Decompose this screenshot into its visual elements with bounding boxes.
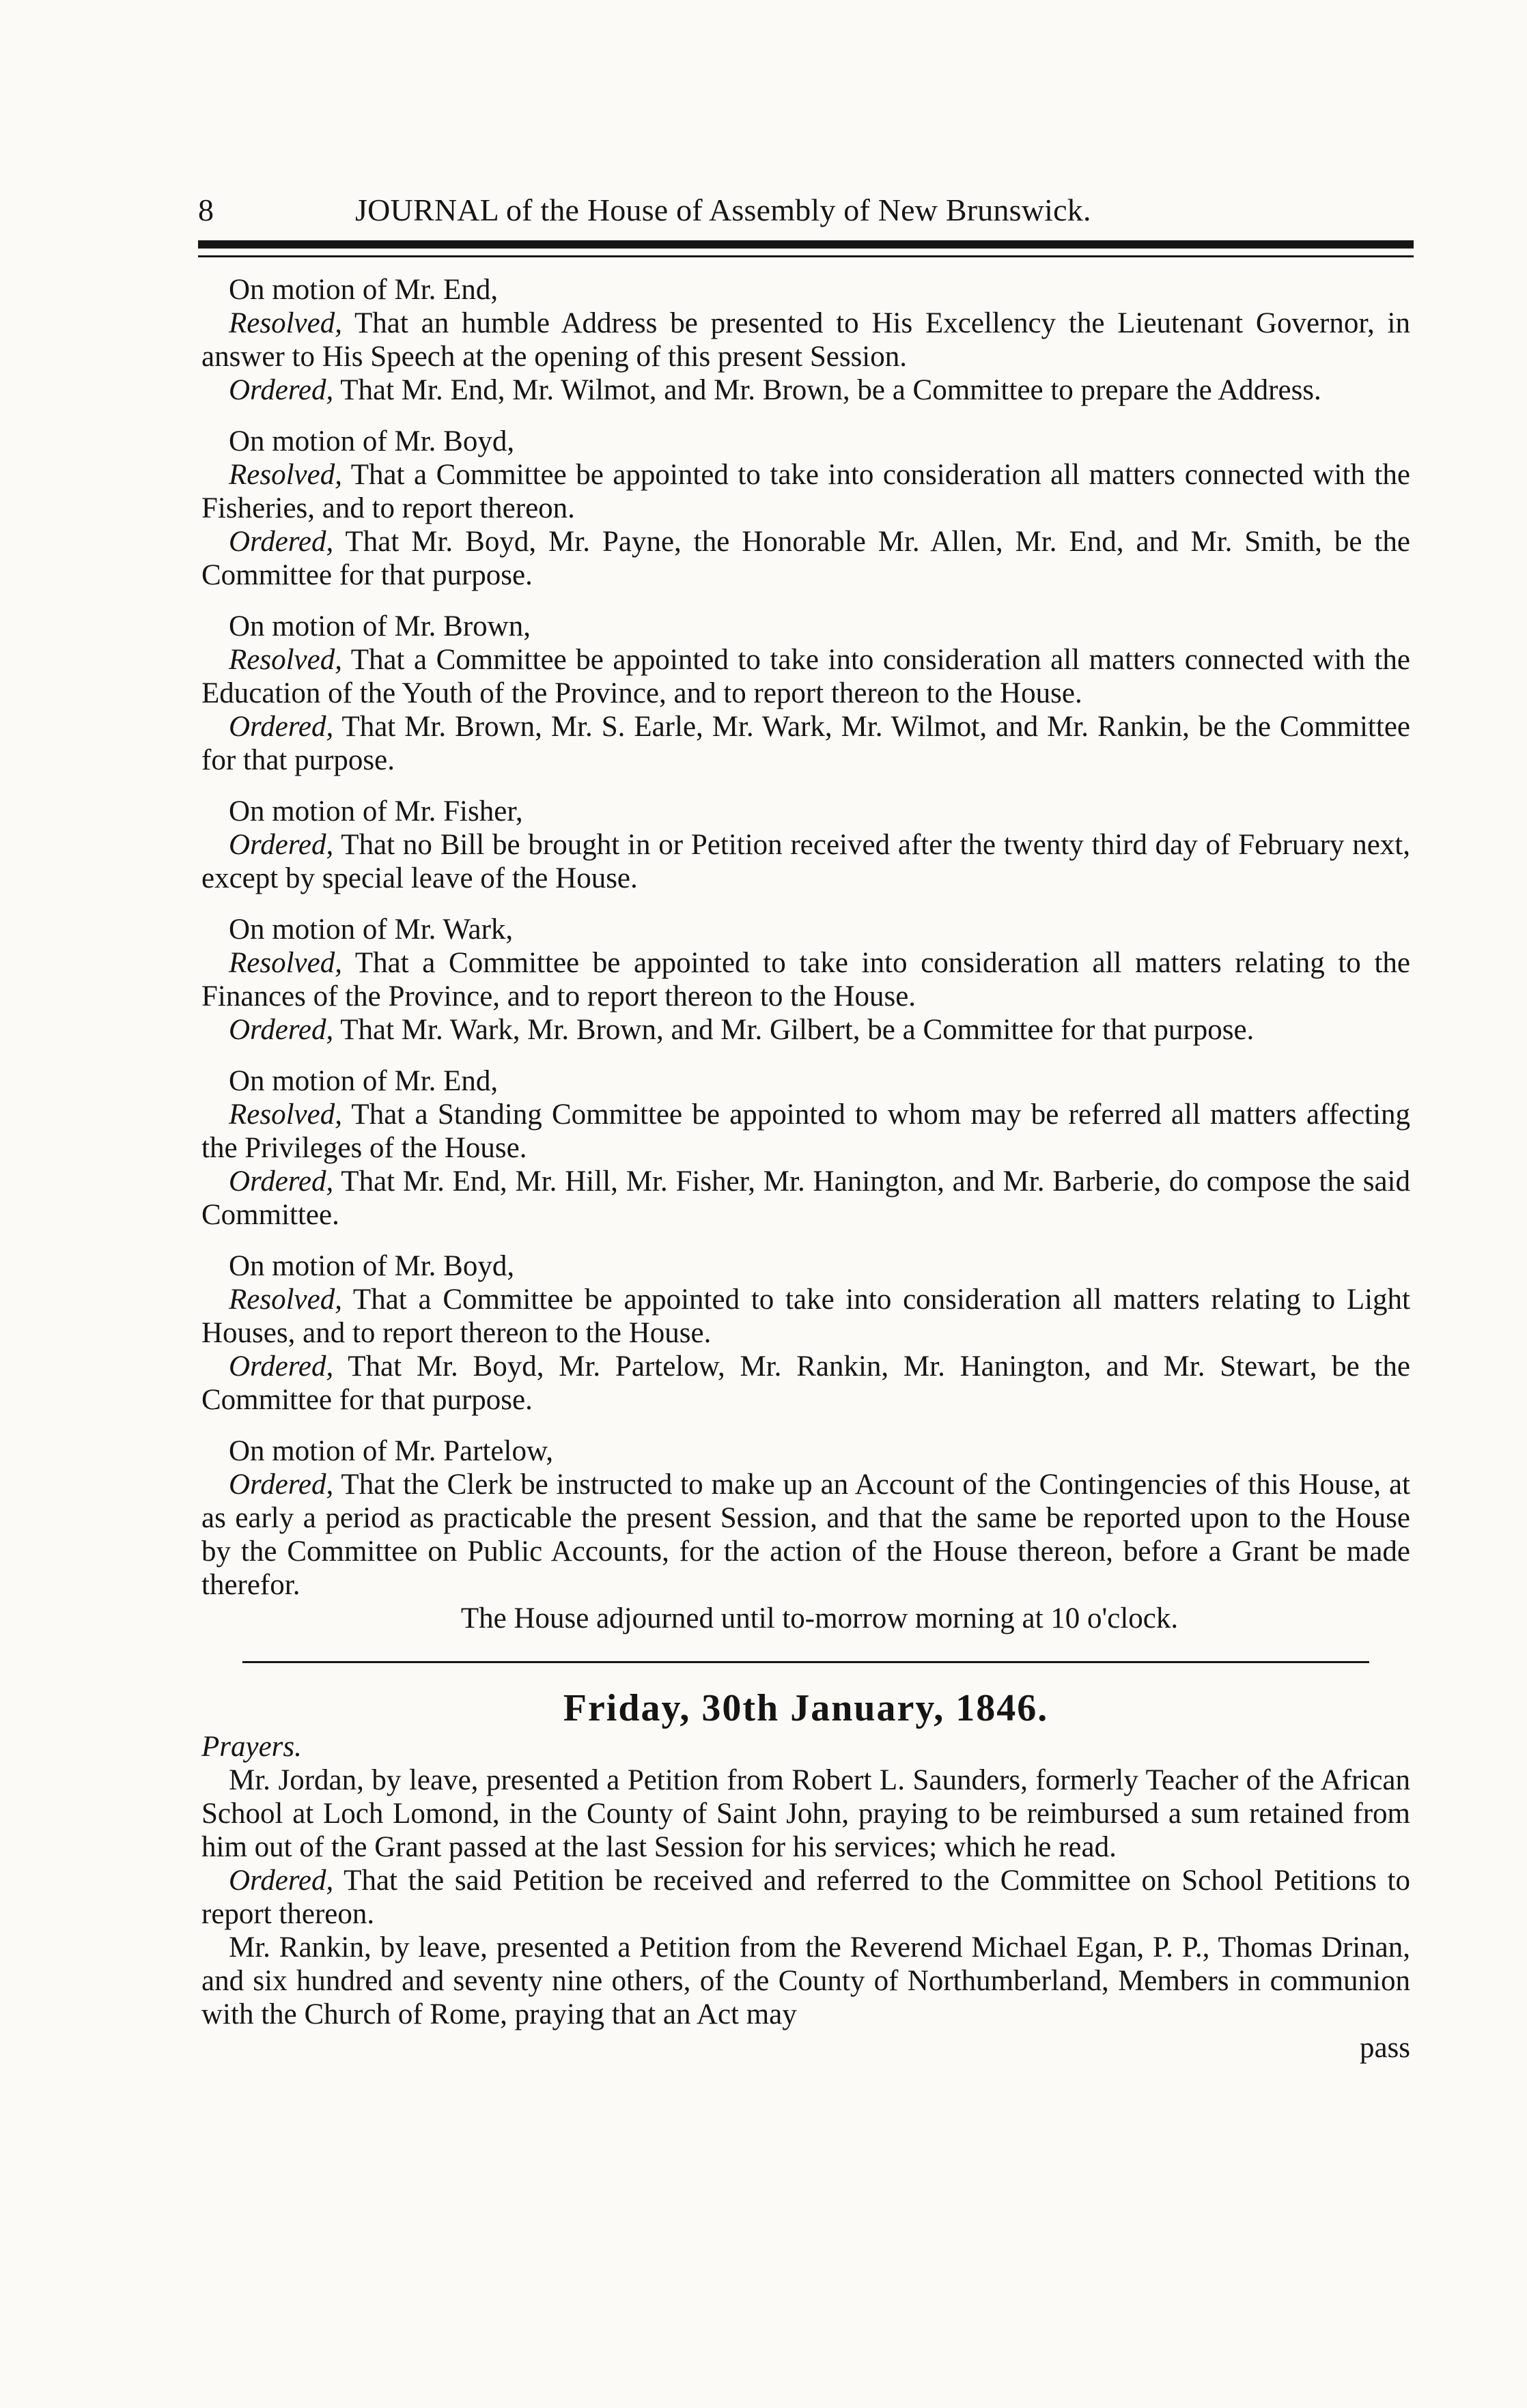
header-rule-thick [198,240,1414,249]
motion-mover: On motion of Mr. Fisher, [229,795,523,827]
day-dateline: Friday, 30th January, 1846. [563,1687,1049,1729]
resolution-label: Resolved, [229,307,342,339]
resolution-label: Resolved, [229,1099,342,1131]
order-label: Ordered, [229,526,334,558]
motion-mover: On motion of Mr. Boyd, [229,1250,515,1282]
order-text: That the Clerk be instructed to make up an Account of the Contingencies of this House, at as early a period as practicable the present Session, and that the same be reported upon to the House by the Committee on Public Accounts, for the action of the House thereon, before a Grant be made therefor. [201,1469,1410,1601]
resolution [201,1098,1410,1165]
motion-mover: On motion of Mr. Boyd, [229,425,515,457]
resolution-text: That an humble Address be presented to His Excellency the Lieutenant Governor, in answer to His Speech at the opening of this present Session. [201,307,1410,373]
resolution-label: Resolved, [229,1284,342,1316]
catchword: pass [1359,2032,1410,2064]
order-text: That Mr. End, Mr. Hill, Mr. Fisher, Mr. Hanington, and Mr. Barberie, do compose the said Committee. [201,1165,1410,1231]
order [201,1468,1410,1602]
resolution-text: That a Committee be appointed to take into consideration all matters connected with the Education of the Youth of the Province, and to report thereon to the House. [201,644,1410,709]
order [201,525,1410,592]
resolution [201,946,1410,1013]
order-text: That Mr. Boyd, Mr. Partelow, Mr. Rankin, Mr. Hanington, and Mr. Stewart, be the Committee for that purpose. [201,1350,1410,1416]
running-title: JOURNAL of the House of Assembly of New Brunswick. [355,193,1091,227]
order [201,1864,1410,1931]
resolution-label: Resolved, [229,947,342,979]
resolution-text: That a Committee be appointed to take into consideration all matters connected with the Fisheries, and to report thereon. [201,459,1410,524]
motion-block [201,425,1410,592]
motion-mover: On motion of Mr. End, [229,274,499,306]
motion-mover: On motion of Mr. Wark, [229,913,514,946]
order-label: Ordered, [229,829,334,861]
motion-block [201,273,1410,407]
order [201,1013,1410,1047]
petition-entry: Mr. Rankin, by leave, presented a Petition from the Reverend Michael Egan, P. P., Thomas Drinan, and six hundred and seventy nine others, of the County of Northumberland, Members in communion with the Church of Rome, praying that an Act may [201,1931,1410,2030]
header-rule-thin [198,255,1414,257]
motion-block [201,913,1410,1047]
motion-mover: On motion of Mr. Partelow, [229,1435,553,1467]
motion-block [201,795,1410,895]
adjournment-note: The House adjourned until to-morrow morning at 10 o'clock. [460,1602,1179,1634]
order-text: That the said Petition be received and referred to the Committee on School Petitions to report thereon. [201,1865,1410,1930]
resolution-label: Resolved, [229,459,342,491]
order-label: Ordered, [229,1350,334,1383]
resolution [201,643,1410,710]
motion-mover: On motion of Mr. End, [229,1065,499,1097]
resolution-text: That a Committee be appointed to take into consideration all matters relating to the Finances of the Province, and to report thereon to the House. [201,947,1410,1012]
resolution [201,458,1410,525]
order-label: Ordered, [229,1469,334,1501]
motion-mover: On motion of Mr. Brown, [229,610,531,642]
page-number: 8 [198,193,214,227]
motion-block [201,1434,1410,1602]
petition-entry: Mr. Jordan, by leave, presented a Petition from Robert L. Saunders, formerly Teacher of the African School at Loch Lomond, in the County of Saint John, praying to be reimbursed a sum retained from him out of the Grant passed at the last Session for his services; which he read. [201,1764,1410,1863]
order [201,373,1410,407]
order [201,1165,1410,1232]
order [201,710,1410,777]
order [201,828,1410,895]
order [201,1350,1410,1417]
order-text: That Mr. Wark, Mr. Brown, and Mr. Gilbert, be a Committee for that purpose. [333,1014,1255,1046]
order-label: Ordered, [229,1865,334,1897]
resolution [201,1283,1410,1350]
running-header [198,190,1414,244]
motion-block [201,1249,1410,1417]
day-separator-rule [242,1661,1369,1663]
order-text: That Mr. Boyd, Mr. Payne, the Honorable Mr. Allen, Mr. End, and Mr. Smith, be the Committee for that purpose. [201,526,1410,591]
motion-block [201,610,1410,777]
order-label: Ordered, [229,374,334,406]
resolution-text: That a Committee be appointed to take into consideration all matters relating to Light Houses, and to report thereon to the House. [201,1284,1410,1349]
order-label: Ordered, [229,711,334,743]
motion-block [201,1064,1410,1232]
order-label: Ordered, [229,1014,334,1046]
resolution [201,307,1410,373]
resolution-text: That a Standing Committee be appointed to whom may be referred all matters affecting the Privileges of the House. [201,1099,1410,1164]
order-text: That Mr. Brown, Mr. S. Earle, Mr. Wark, Mr. Wilmot, and Mr. Rankin, be the Committee for that purpose. [201,711,1410,776]
prayers-note: Prayers. [201,1731,302,1763]
order-label: Ordered, [229,1165,334,1198]
journal-body [201,273,1410,2065]
resolution-label: Resolved, [229,644,342,676]
order-text: That no Bill be brought in or Petition received after the twenty third day of February next, except by special leave of the House. [201,829,1410,894]
order-text: That Mr. End, Mr. Wilmot, and Mr. Brown, be a Committee to prepare the Address. [333,374,1321,406]
